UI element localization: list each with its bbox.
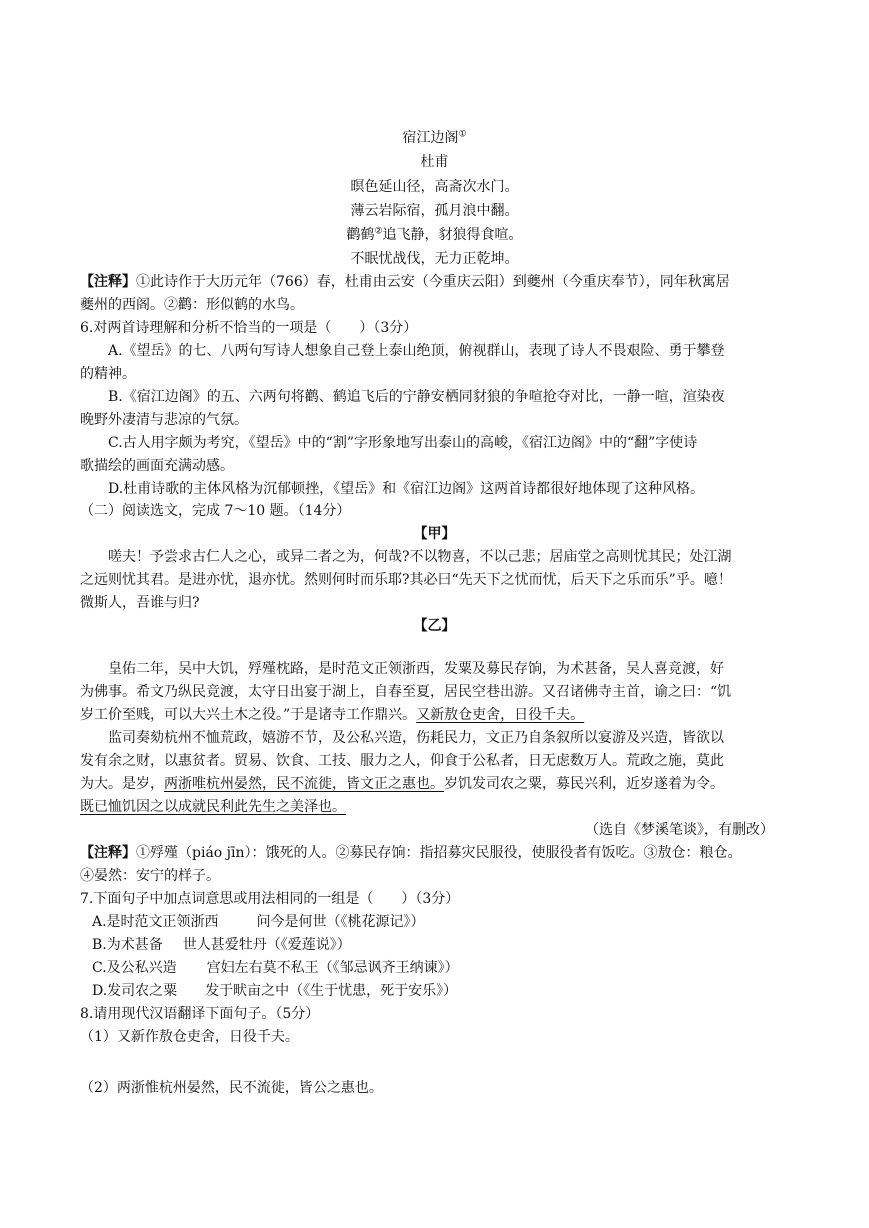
question-7-stem: 7.下面句子中加点词意思或用法相同的一组是（ ）（3分） bbox=[80, 891, 460, 907]
poem-line: 薄云岩际宿，孤月浪中翻。 bbox=[350, 203, 519, 219]
option-right: 世人甚爱牡丹（《爱莲说》） bbox=[182, 937, 351, 953]
passage-jia-label: 【甲】 bbox=[413, 526, 456, 542]
passage-yi-line bbox=[80, 774, 724, 794]
q6-option-c: C.古人用字颇为考究，《望岳》中的“割”字形象地写出泰山的高峻，《宿江边阁》中的“翻”字使诗 bbox=[108, 435, 698, 451]
passage-yi-line: 为佛事。希文乃纵民竞渡，太守日出宴于湖上，自春至夏，居民空巷出游。又召诸佛寺主首，谕之曰：“饥 bbox=[80, 684, 732, 700]
poem-footnote-mark: ② bbox=[374, 226, 383, 237]
q7-option-b bbox=[92, 935, 351, 955]
q6-option-a: A.《望岳》的七、八两句写诗人想象自己登上泰山绝顶，俯视群山，表现了诗人不畏艰险、勇于攀登 bbox=[108, 343, 725, 359]
poem-author: 杜甫 bbox=[420, 154, 449, 170]
passage-jia-line: 之远则忧其君。是进亦忧，退亦忧。然则何时而乐耶?其必曰“先天下之忧而忧，后天下之乐而乐”乎。噫！ bbox=[80, 572, 732, 588]
passage-jia-line: 微斯人，吾谁与归? bbox=[80, 595, 200, 611]
poem-note bbox=[80, 272, 730, 292]
poem-title bbox=[0, 128, 869, 148]
option-right: 发于畎亩之中（《生于忧患，死于安乐》） bbox=[205, 983, 458, 999]
passage-yi-line bbox=[80, 705, 584, 725]
q8-item-1: （1）又新作敖仓吏舍，日役千夫。 bbox=[80, 1029, 299, 1045]
q6-option-c-cont: 歌描绘的画面充满动感。 bbox=[80, 458, 234, 474]
underlined-sentence: 既已恤饥因之以成就民利此先生之美泽也。 bbox=[80, 799, 346, 815]
poem-note-cont: 夔州的西阁。②鹳：形似鹤的水鸟。 bbox=[80, 297, 304, 313]
question-6-stem: 6.对两首诗理解和分析不恰当的一项是（ ）（3分） bbox=[80, 320, 418, 336]
section-heading: （二）阅读选文，完成 7～10 题。（14分） bbox=[80, 503, 351, 519]
poem-line bbox=[0, 225, 869, 245]
note-label: 【注释】 bbox=[80, 845, 136, 861]
q8-item-2: （2）两浙惟杭州晏然，民不流徙，皆公之惠也。 bbox=[80, 1080, 383, 1096]
q6-option-d: D.杜甫诗歌的主体风格为沉郁顿挫，《望岳》和《宿江边阁》这两首诗都很好地体现了这种风格。 bbox=[108, 481, 705, 497]
passage-source: （选自《梦溪笔谈》，有删改） bbox=[585, 822, 774, 838]
underlined-sentence: 又新敖仓吏舍，日役千夫。 bbox=[416, 707, 585, 723]
option-left: A.是时范文正领浙西 bbox=[92, 914, 219, 930]
q6-option-b: B.《宿江边阁》的五、六两句将鹳、鹤追飞后的宁静安栖同豺狼的争喧抢夺对比，一静一喧，渲染夜 bbox=[108, 389, 725, 405]
note-label: 【注释】 bbox=[80, 274, 136, 290]
note-text: ①殍殣（piáo jīn）：饿死的人。②募民存饷：指招募灾民服役，使服役者有饭吃。③敖仓：粮仓。 bbox=[136, 845, 742, 861]
passage-yi-line bbox=[80, 797, 346, 817]
q7-option-a bbox=[92, 912, 425, 932]
passage-yi-line: 发有余之财，以惠贫者。贸易、饮食、工技、服力之人，仰食于公私者，日无虑数万人。荒政之施，莫此 bbox=[80, 753, 724, 769]
passage-text: 岁工价至贱，可以大兴土木之役。”于是诸寺工作鼎兴。 bbox=[80, 707, 417, 723]
option-left: B.为术甚备 bbox=[92, 937, 163, 953]
passage-note-cont: ④晏然：安宁的样子。 bbox=[80, 868, 220, 884]
poem-line: 不眠忧战伐，无力正乾坤。 bbox=[350, 251, 519, 267]
passage-text: 为大。是岁， bbox=[80, 776, 164, 792]
passage-yi-label: 【乙】 bbox=[413, 618, 456, 634]
poem-title-footnote-mark: ① bbox=[458, 129, 467, 140]
passage-jia-line: 嗟夫！予尝求古仁人之心，或异二者之为，何哉?不以物喜，不以己悲；居庙堂之高则忧其民；处江湖 bbox=[108, 549, 732, 565]
poem-line-part: 追飞静，豺狼得食喧。 bbox=[382, 227, 523, 243]
underlined-sentence: 两浙唯杭州晏然，民不流徙，皆文正之惠也。 bbox=[164, 776, 444, 792]
q7-option-d bbox=[92, 981, 457, 1001]
q6-option-a-cont: 的精神。 bbox=[80, 366, 136, 382]
passage-yi-line: 皇佑二年，吴中大饥，殍殣枕路，是时范文正领浙西，发粟及募民存饷，为术甚备，吴人喜竞渡，好 bbox=[108, 661, 724, 677]
option-left: C.及公私兴造 bbox=[92, 960, 177, 976]
passage-text: 岁饥发司农之粟，募民兴利，近岁遂着为令。 bbox=[444, 776, 724, 792]
note-text: ①此诗作于大历元年（766）春，杜甫由云安（今重庆云阳）到夔州（今重庆奉节），同年秋寓居 bbox=[136, 274, 730, 290]
passage-yi-line: 监司奏劾杭州不恤荒政，嬉游不节，及公私兴造，伤耗民力，文正乃自条叙所以宴游及兴造，皆欲以 bbox=[108, 730, 724, 746]
poem-line: 暝色延山径，高斋次水门。 bbox=[350, 179, 519, 195]
poem-title-text: 宿江边阁 bbox=[402, 130, 459, 146]
question-8-stem: 8.请用现代汉语翻译下面句子。（5分） bbox=[80, 1006, 320, 1022]
option-right: 问今是何世（《桃花源记》） bbox=[256, 914, 425, 930]
option-left: D.发司农之粟 bbox=[92, 983, 178, 999]
option-right: 宫妇左右莫不私王（《邹忌讽齐王纳谏》） bbox=[206, 960, 459, 976]
passage-note bbox=[80, 843, 742, 863]
q6-option-b-cont: 晚野外凄清与悲凉的气氛。 bbox=[80, 412, 248, 428]
q7-option-c bbox=[92, 958, 459, 978]
poem-line-part: 鹳鹤 bbox=[346, 227, 375, 243]
